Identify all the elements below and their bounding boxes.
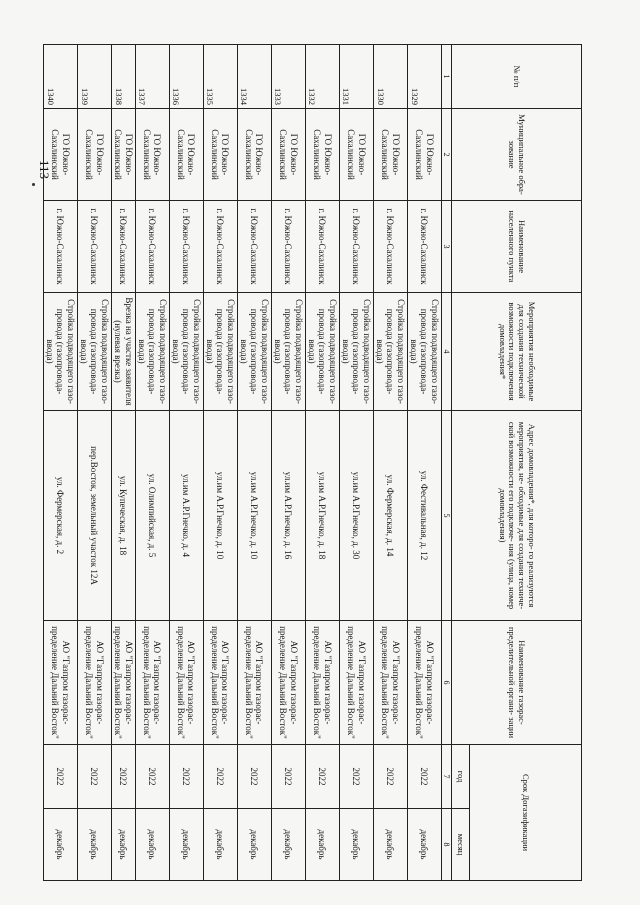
cell-row-number: 1339 xyxy=(77,45,111,109)
cell-municipality: ГО Южно-Сахалинский xyxy=(203,109,237,201)
header-settlement: Наименование населенного пункта xyxy=(452,201,582,293)
table-row xyxy=(169,45,203,881)
column-number: 1 xyxy=(441,45,451,109)
cell-organization: АО "Газпром газорас- пределение Дальний Восток" xyxy=(339,621,373,745)
cell-settlement: г. Южно-Сахалинск xyxy=(203,201,237,293)
cell-address: ул. Олимпийская, д. 5 xyxy=(135,411,169,621)
cell-municipality: ГО Южно-Сахалинский xyxy=(373,109,407,201)
header-municipality: Муниципальное обра- зование xyxy=(452,109,582,201)
column-number: 2 xyxy=(441,109,451,201)
cell-row-number: 1329 xyxy=(407,45,441,109)
cell-year: 2022 xyxy=(135,745,169,809)
cell-settlement: г. Южно-Сахалинск xyxy=(169,201,203,293)
header-organization: Наименование газорас- пределительной органи- зации xyxy=(452,621,582,745)
cell-year: 2022 xyxy=(237,745,271,809)
header-address: Адрес домовладения*, для которо- го реализуются мероприятия, не- обходимые для создания техниче- ской возможности его подключе- ния (улица, номер домовладения) xyxy=(452,411,582,621)
cell-measures: Стройка подводящего газо- провода (газопровода- ввода) xyxy=(339,293,373,411)
table-row xyxy=(77,45,111,881)
cell-address: ул.им А.Р.Гнечко, д. 10 xyxy=(237,411,271,621)
cell-organization: АО "Газпром газорас- пределение Дальний Восток" xyxy=(237,621,271,745)
gasification-table xyxy=(45,44,582,880)
cell-settlement: г. Южно-Сахалинск xyxy=(43,201,77,293)
cell-month: декабрь xyxy=(169,809,203,881)
header-year: год xyxy=(452,745,470,809)
cell-municipality: ГО Южно-Сахалинский xyxy=(43,109,77,201)
cell-settlement: г. Южно-Сахалинск xyxy=(339,201,373,293)
header-num: № п/п xyxy=(452,45,582,109)
cell-municipality: ГО Южно-Сахалинский xyxy=(169,109,203,201)
column-number: 8 xyxy=(441,809,451,881)
table-row xyxy=(339,45,373,881)
cell-address: ул.им А.Р.Гнечко, д. 4 xyxy=(169,411,203,621)
cell-organization: АО "Газпром газорас- пределение Дальний Восток" xyxy=(407,621,441,745)
cell-month: декабрь xyxy=(271,809,305,881)
cell-organization: АО "Газпром газорас- пределение Дальний Восток" xyxy=(77,621,111,745)
cell-month: декабрь xyxy=(203,809,237,881)
cell-measures: Стройка подводящего газо- провода (газопровода- ввода) xyxy=(305,293,339,411)
cell-measures: Стройка подводящего газо- провода (газопровода- ввода) xyxy=(77,293,111,411)
cell-measures: Стройка подводящего газо- провода (газопровода- ввода) xyxy=(271,293,305,411)
cell-measures: Стройка подводящего газо- провода (газопровода- ввода) xyxy=(407,293,441,411)
cell-measures: Стройка подводящего газо- провода (газопровода- ввода) xyxy=(43,293,77,411)
cell-year: 2022 xyxy=(203,745,237,809)
cell-row-number: 1338 xyxy=(111,45,135,109)
column-number: 4 xyxy=(441,293,451,411)
cell-municipality: ГО Южно-Сахалинский xyxy=(407,109,441,201)
cell-organization: АО "Газпром газорас- пределение Дальний Восток" xyxy=(203,621,237,745)
table-row xyxy=(305,45,339,881)
cell-measures: Стройка подводящего газо- провода (газопровода- ввода) xyxy=(237,293,271,411)
table-row xyxy=(135,45,169,881)
cell-row-number: 1335 xyxy=(203,45,237,109)
cell-municipality: ГО Южно-Сахалинский xyxy=(271,109,305,201)
cell-settlement: г. Южно-Сахалинск xyxy=(135,201,169,293)
cell-municipality: ГО Южно-Сахалинский xyxy=(339,109,373,201)
cell-month: декабрь xyxy=(43,809,77,881)
cell-row-number: 1333 xyxy=(271,45,305,109)
cell-organization: АО "Газпром газорас- пределение Дальний Восток" xyxy=(169,621,203,745)
cell-settlement: г. Южно-Сахалинск xyxy=(77,201,111,293)
cell-measures: Стройка подводящего газо- провода (газопровода- ввода) xyxy=(169,293,203,411)
cell-settlement: г. Южно-Сахалинск xyxy=(305,201,339,293)
cell-organization: АО "Газпром газорас- пределение Дальний Восток" xyxy=(135,621,169,745)
cell-year: 2022 xyxy=(407,745,441,809)
table-row xyxy=(111,45,135,881)
cell-organization: АО "Газпром газорас- пределение Дальний Восток" xyxy=(111,621,135,745)
column-number: 5 xyxy=(441,411,451,621)
cell-row-number: 1336 xyxy=(169,45,203,109)
table-row xyxy=(237,45,271,881)
cell-month: декабрь xyxy=(237,809,271,881)
page-number: 113 xyxy=(37,160,52,180)
cell-municipality: ГО Южно-Сахалинский xyxy=(237,109,271,201)
column-number: 6 xyxy=(441,621,451,745)
cell-address: пер.Восток, земельный участок 12А xyxy=(77,411,111,621)
cell-organization: АО "Газпром газорас- пределение Дальний Восток" xyxy=(271,621,305,745)
cell-address: ул. Фестивальная, д. 12 xyxy=(407,411,441,621)
cell-year: 2022 xyxy=(111,745,135,809)
cell-measures: Стройка подводящего газо- провода (газопровода- ввода) xyxy=(373,293,407,411)
table-row xyxy=(203,45,237,881)
cell-measures: Врезка на участке заявителя (нулевая врезка) xyxy=(111,293,135,411)
cell-municipality: ГО Южно-Сахалинский xyxy=(135,109,169,201)
table-row xyxy=(407,45,441,881)
cell-address: ул. Фермерская, д. 2 xyxy=(43,411,77,621)
cell-settlement: г. Южно-Сахалинск xyxy=(373,201,407,293)
cell-month: декабрь xyxy=(77,809,111,881)
cell-municipality: ГО Южно-Сахалинский xyxy=(111,109,135,201)
cell-year: 2022 xyxy=(77,745,111,809)
cell-municipality: ГО Южно-Сахалинский xyxy=(77,109,111,201)
cell-address: ул. Фермерская, д. 14 xyxy=(373,411,407,621)
cell-address: ул.им А.Р.Гнечко, д. 16 xyxy=(271,411,305,621)
cell-measures: Стройка подводящего газо- провода (газопровода- ввода) xyxy=(203,293,237,411)
cell-settlement: г. Южно-Сахалинск xyxy=(407,201,441,293)
cell-month: декабрь xyxy=(305,809,339,881)
cell-year: 2022 xyxy=(43,745,77,809)
header-month: месяц xyxy=(452,809,470,881)
cell-row-number: 1340 xyxy=(43,45,77,109)
cell-measures: Стройка подводящего газо- провода (газопровода- ввода) xyxy=(135,293,169,411)
cell-year: 2022 xyxy=(339,745,373,809)
cell-year: 2022 xyxy=(373,745,407,809)
cell-month: декабрь xyxy=(135,809,169,881)
cell-municipality: ГО Южно-Сахалинский xyxy=(305,109,339,201)
header-measures: Мероприятия необходимые для создания технической возможности подключения домовладения* xyxy=(452,293,582,411)
cell-address: ул.им А.Р.Гнечко, д. 10 xyxy=(203,411,237,621)
cell-month: декабрь xyxy=(407,809,441,881)
column-number: 7 xyxy=(441,745,451,809)
cell-row-number: 1330 xyxy=(373,45,407,109)
cell-row-number: 1337 xyxy=(135,45,169,109)
cell-organization: АО "Газпром газорас- пределение Дальний Восток" xyxy=(373,621,407,745)
table-row xyxy=(271,45,305,881)
cell-address: ул.им А.Р.Гнечко, д. 18 xyxy=(305,411,339,621)
cell-month: декабрь xyxy=(111,809,135,881)
cell-row-number: 1334 xyxy=(237,45,271,109)
cell-organization: АО "Газпром газорас- пределение Дальний Восток" xyxy=(305,621,339,745)
column-number-row xyxy=(441,45,451,881)
cell-address: ул. Купеческая, д. 18 xyxy=(111,411,135,621)
table-body xyxy=(43,45,441,881)
cell-address: ул.им А.Р.Гнечко, д. 30 xyxy=(339,411,373,621)
header-deadline: Срок Догазификации xyxy=(470,745,582,881)
cell-settlement: г. Южно-Сахалинск xyxy=(271,201,305,293)
cell-year: 2022 xyxy=(169,745,203,809)
cell-row-number: 1331 xyxy=(339,45,373,109)
table-row xyxy=(43,45,77,881)
column-number: 3 xyxy=(441,201,451,293)
cell-year: 2022 xyxy=(271,745,305,809)
cell-settlement: г. Южно-Сахалинск xyxy=(237,201,271,293)
cell-settlement: г. Южно-Сахалинск xyxy=(111,201,135,293)
cell-year: 2022 xyxy=(305,745,339,809)
cell-month: декабрь xyxy=(373,809,407,881)
scan-speck xyxy=(32,183,35,186)
table-row xyxy=(373,45,407,881)
cell-row-number: 1332 xyxy=(305,45,339,109)
cell-organization: АО "Газпром газорас- пределение Дальний Восток" xyxy=(43,621,77,745)
cell-month: декабрь xyxy=(339,809,373,881)
